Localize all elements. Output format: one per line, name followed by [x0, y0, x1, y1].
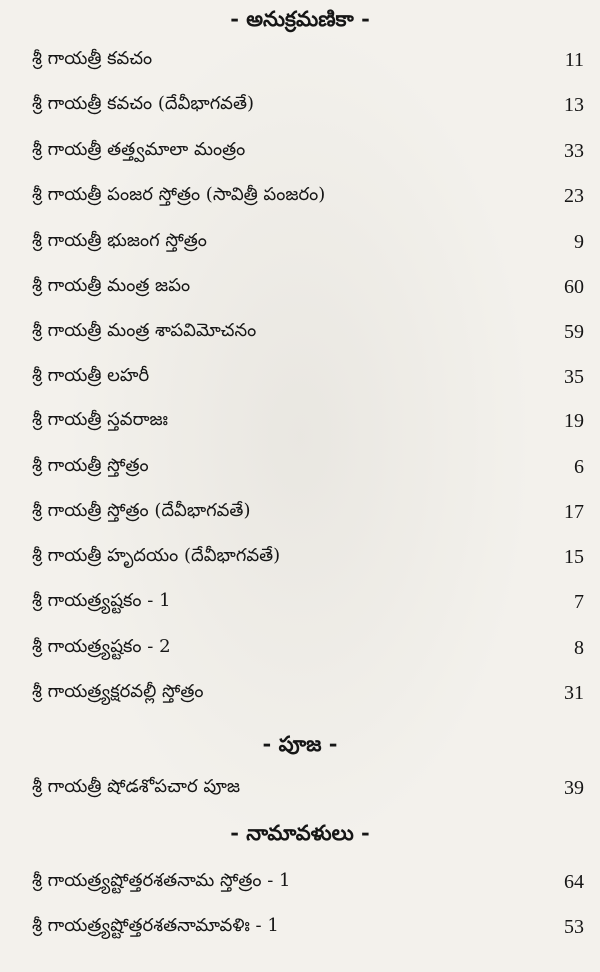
- entry-page-number: 17: [564, 500, 584, 523]
- entry-page-number: 19: [564, 409, 584, 432]
- toc-entry: [32, 44, 584, 76]
- entry-page-number: 60: [564, 275, 584, 298]
- toc-entry: [32, 180, 584, 212]
- entry-title: శ్రీ గాయత్రీ తత్త్వమాలా మంత్రం: [32, 138, 246, 160]
- entry-title: శ్రీ గాయత్రీ పంజర స్తోత్రం (సావిత్రీ పంజరం): [32, 183, 326, 205]
- entry-page-number: 39: [564, 776, 584, 799]
- entry-page-number: 15: [564, 545, 584, 568]
- entry-title: శ్రీ గాయత్ర్యష్టోత్తరశతనామ స్తోత్రం - 1: [32, 869, 291, 891]
- entry-title: శ్రీ గాయత్ర్యక్షరవల్లీ స్తోత్రం: [32, 680, 204, 702]
- toc-entry: [32, 135, 584, 167]
- entry-page-number: 11: [564, 48, 584, 71]
- toc-entry: [32, 632, 584, 664]
- toc-entry: [32, 541, 584, 573]
- toc-entry: [32, 405, 584, 437]
- entry-page-number: 8: [574, 636, 584, 659]
- entry-page-number: 64: [564, 870, 584, 893]
- section-heading-namavali: - నామావళులు -: [230, 820, 370, 845]
- entry-title: శ్రీ గాయత్రీ కవచం (దేవీభాగవతే): [32, 92, 255, 114]
- entry-title: శ్రీ గాయత్ర్యష్టకం - 1: [32, 589, 171, 611]
- section-heading-contents: - అనుక్రమణికా -: [230, 6, 370, 31]
- entry-page-number: 23: [564, 184, 584, 207]
- entry-page-number: 53: [564, 915, 584, 938]
- section-heading-pooja: - పూజ -: [262, 731, 338, 756]
- toc-entry: [32, 677, 584, 709]
- toc-entry: [32, 496, 584, 528]
- entry-page-number: 59: [564, 320, 584, 343]
- toc-entry: [32, 316, 584, 348]
- entry-page-number: 9: [574, 230, 584, 253]
- toc-entry: [32, 586, 584, 618]
- entry-page-number: 7: [574, 590, 584, 613]
- toc-entry: [32, 451, 584, 483]
- entry-title: శ్రీ గాయత్రీ లహరీ: [32, 364, 150, 386]
- toc-entry: [32, 226, 584, 258]
- entry-title: శ్రీ గాయత్ర్యష్టకం - 2: [32, 635, 171, 657]
- entry-page-number: 13: [564, 93, 584, 116]
- entry-page-number: 31: [564, 681, 584, 704]
- entry-title: శ్రీ గాయత్రీ మంత్ర శాపవిమోచనం: [32, 319, 257, 341]
- entry-page-number: 35: [564, 365, 584, 388]
- entry-title: శ్రీ గాయత్రీ హృదయం (దేవీభాగవతే): [32, 544, 281, 566]
- entry-title: శ్రీ గాయత్రీ భుజంగ స్తోత్రం: [32, 229, 207, 251]
- toc-entry: [32, 866, 584, 898]
- entry-page-number: 33: [564, 139, 584, 162]
- toc-entry: [32, 772, 584, 804]
- toc-entry: [32, 271, 584, 303]
- entry-title: శ్రీ గాయత్రీ షోడశోపచార పూజ: [32, 775, 241, 797]
- entry-title: శ్రీ గాయత్రీ స్తోత్రం: [32, 454, 149, 476]
- toc-entry: [32, 911, 584, 943]
- entry-title: శ్రీ గాయత్రీ స్తవరాజః: [32, 408, 168, 430]
- toc-entry: [32, 89, 584, 121]
- entry-title: శ్రీ గాయత్రీ మంత్ర జపం: [32, 274, 191, 296]
- toc-entry: [32, 361, 584, 393]
- entry-title: శ్రీ గాయత్రీ స్తోత్రం (దేవీభాగవతే): [32, 499, 251, 521]
- entry-title: శ్రీ గాయత్ర్యష్టోత్తరశతనామావళిః - 1: [32, 914, 279, 936]
- entry-page-number: 6: [574, 455, 584, 478]
- entry-title: శ్రీ గాయత్రీ కవచం: [32, 47, 153, 69]
